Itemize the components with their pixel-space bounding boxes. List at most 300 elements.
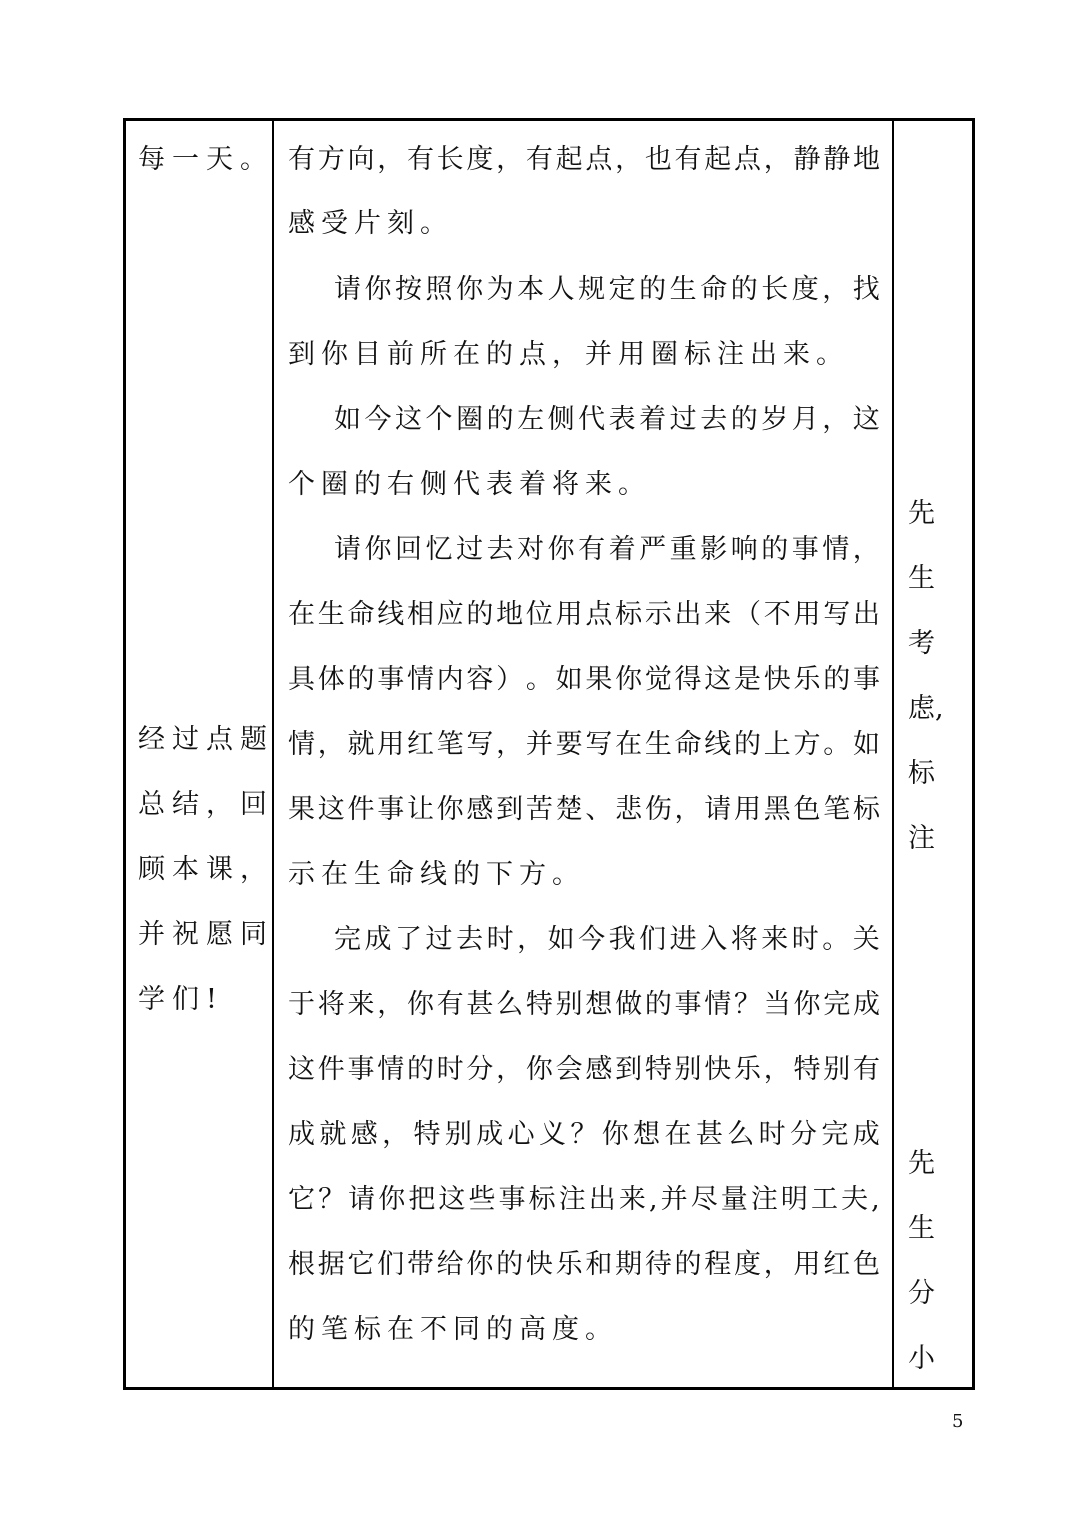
- text-glyph: 事: [377, 664, 405, 695]
- text-glyph: 特: [413, 1119, 441, 1150]
- text-glyph: 伤: [644, 794, 672, 825]
- text-glyph: 在: [288, 599, 315, 630]
- text-glyph: 照: [425, 274, 453, 305]
- page-number: 5: [952, 1411, 964, 1432]
- text-glyph: 和: [585, 1249, 613, 1280]
- text-glyph: 去: [456, 924, 484, 955]
- text-glyph: 做: [615, 989, 643, 1020]
- text-glyph: 今: [364, 404, 392, 435]
- text-glyph: ？: [570, 1119, 598, 1150]
- text-glyph: 悲: [615, 794, 643, 825]
- text-glyph: 心: [507, 1119, 535, 1150]
- text-glyph: 程: [704, 1249, 732, 1280]
- text-glyph: 人: [547, 274, 575, 305]
- text-glyph: 点: [734, 144, 762, 175]
- text-glyph: 这: [395, 404, 423, 435]
- text-glyph: 在: [615, 729, 643, 760]
- text-glyph: ，: [317, 729, 345, 760]
- content-line: [288, 145, 880, 175]
- text-glyph: 成: [476, 1119, 504, 1150]
- text-glyph: 请: [334, 274, 361, 305]
- content-line: 感受片刻。: [288, 208, 453, 239]
- text-glyph: 生: [644, 729, 672, 760]
- text-glyph: 事: [852, 664, 880, 695]
- text-glyph: ，: [496, 1054, 524, 1085]
- teacher-notes-column: [126, 121, 274, 1387]
- text-glyph: 你: [406, 989, 434, 1020]
- summary-line-5: 学们!: [138, 984, 224, 1015]
- text-glyph: 个: [425, 404, 453, 435]
- text-glyph: 相: [406, 599, 434, 630]
- text-glyph: 的: [406, 1054, 434, 1085]
- text-glyph: 事: [347, 1054, 375, 1085]
- text-glyph: 过: [456, 534, 484, 565]
- text-glyph: 。: [823, 729, 851, 760]
- text-glyph: 乐: [793, 664, 821, 695]
- text-glyph: 如: [555, 664, 583, 695]
- summary-line-1: 经过点题: [138, 724, 274, 755]
- text-glyph: 如: [334, 404, 361, 435]
- text-glyph: 的: [823, 664, 851, 695]
- text-glyph: 到: [496, 794, 524, 825]
- student-activity-column: [894, 121, 972, 1387]
- text-glyph: 用: [555, 599, 583, 630]
- text-glyph: 红: [406, 729, 434, 760]
- content-line: 到你目前所在的点，并用圈标注出来。: [288, 339, 849, 370]
- text-glyph: 度: [466, 144, 494, 175]
- text-glyph: 别: [674, 1054, 702, 1085]
- text-glyph: 特: [644, 1054, 672, 1085]
- text-glyph: 时: [486, 924, 514, 955]
- text-glyph: 果: [585, 664, 613, 695]
- text-glyph: 关: [852, 924, 880, 955]
- text-glyph: 件: [347, 794, 375, 825]
- text-glyph: 找: [852, 274, 880, 305]
- text-glyph: ，: [377, 144, 405, 175]
- text-glyph: 时: [758, 1119, 786, 1150]
- text-glyph: 回: [395, 534, 423, 565]
- text-glyph: ，: [496, 729, 524, 760]
- text-glyph: 么: [727, 1119, 755, 1150]
- text-glyph: 规: [578, 274, 606, 305]
- text-glyph: ）: [496, 664, 524, 695]
- text-glyph: 表: [608, 404, 636, 435]
- text-glyph: 有: [578, 534, 606, 565]
- text-glyph: 会: [555, 1054, 583, 1085]
- text-glyph: ，: [763, 1249, 791, 1280]
- text-glyph: 将: [730, 924, 758, 955]
- text-glyph: ，: [674, 794, 702, 825]
- text-glyph: 命: [347, 599, 375, 630]
- text-glyph: 当: [763, 989, 791, 1020]
- text-glyph: 方: [793, 729, 821, 760]
- left-top-text: 每一天。: [138, 144, 274, 175]
- text-glyph: 们: [377, 1249, 405, 1280]
- text-glyph: 方: [317, 144, 345, 175]
- text-glyph: 的: [761, 534, 789, 565]
- text-glyph: 给: [436, 1249, 464, 1280]
- text-glyph: 笔: [436, 729, 464, 760]
- text-glyph: 件: [317, 1054, 345, 1085]
- text-glyph: 用: [377, 729, 405, 760]
- text-glyph: 些: [468, 1184, 496, 1215]
- text-glyph: 别: [444, 1119, 472, 1150]
- text-glyph: 着: [608, 534, 636, 565]
- text-glyph: 请: [704, 794, 732, 825]
- text-glyph: 向: [347, 144, 375, 175]
- text-glyph: 的: [639, 274, 667, 305]
- text-glyph: 事: [674, 989, 702, 1020]
- text-glyph: 本: [517, 274, 545, 305]
- text-glyph: 分: [790, 1119, 817, 1150]
- text-glyph: 就: [319, 1119, 347, 1150]
- text-glyph: 来: [618, 1184, 646, 1215]
- text-glyph: 于: [288, 989, 315, 1020]
- text-glyph: 地: [496, 599, 524, 630]
- text-glyph: 着: [639, 404, 667, 435]
- content-line: [288, 730, 880, 760]
- text-glyph: 把: [408, 1184, 436, 1215]
- text-glyph: 容: [466, 664, 494, 695]
- text-glyph: 用: [734, 794, 762, 825]
- lesson-plan-table: [123, 118, 975, 1390]
- text-glyph: 有: [525, 144, 553, 175]
- text-glyph: 生: [317, 599, 345, 630]
- content-line: [288, 795, 880, 825]
- text-glyph: 情: [406, 664, 434, 695]
- text-glyph: 静: [793, 144, 821, 175]
- text-glyph: 尽: [690, 1184, 718, 1215]
- text-glyph: 快: [704, 1054, 732, 1085]
- text-glyph: ，: [382, 1119, 410, 1150]
- content-line: [288, 1250, 880, 1280]
- text-glyph: 标: [528, 1184, 556, 1215]
- content-line: [288, 1185, 880, 1215]
- text-glyph: 严: [639, 534, 667, 565]
- text-glyph: 是: [734, 664, 762, 695]
- text-glyph: 成: [288, 1119, 315, 1150]
- text-glyph: 圈: [456, 404, 484, 435]
- text-glyph: 点: [585, 599, 613, 630]
- content-line: [334, 925, 880, 955]
- text-glyph: 点: [585, 144, 613, 175]
- text-glyph: 、: [585, 794, 613, 825]
- text-glyph: 们: [639, 924, 667, 955]
- text-glyph: 带: [406, 1249, 434, 1280]
- text-glyph: 出: [674, 599, 702, 630]
- text-glyph: ，: [763, 144, 791, 175]
- text-glyph: ,: [648, 1184, 658, 1215]
- text-glyph: 你: [525, 1054, 553, 1085]
- text-glyph: 月: [791, 404, 819, 435]
- text-glyph: 你: [378, 1184, 406, 1215]
- text-glyph: 度: [791, 274, 819, 305]
- text-glyph: 特: [793, 1054, 821, 1085]
- content-line: 的笔标在不同的高度。: [288, 1314, 618, 1345]
- vertical-char: 虑,: [908, 693, 944, 724]
- text-glyph: 的: [730, 274, 758, 305]
- content-line: [334, 275, 880, 305]
- content-line: 个圈的右侧代表着将来。: [288, 469, 651, 500]
- text-glyph: 的: [734, 729, 762, 760]
- text-glyph: ？: [734, 989, 762, 1020]
- text-glyph: 地: [852, 144, 880, 175]
- text-glyph: 左: [517, 404, 545, 435]
- text-glyph: 的: [730, 404, 758, 435]
- text-glyph: 快: [763, 664, 791, 695]
- text-glyph: 忆: [425, 534, 453, 565]
- text-glyph: 事: [498, 1184, 526, 1215]
- text-glyph: 情: [288, 729, 315, 760]
- text-glyph: 感: [466, 794, 494, 825]
- text-glyph: 今: [578, 924, 606, 955]
- text-glyph: 据: [317, 1249, 345, 1280]
- text-glyph: 响: [730, 534, 758, 565]
- text-glyph: 你: [601, 1119, 629, 1150]
- text-glyph: 感: [350, 1119, 378, 1150]
- text-glyph: 如: [547, 924, 575, 955]
- text-glyph: ，: [517, 924, 545, 955]
- content-line: [288, 990, 880, 1020]
- text-glyph: 情: [822, 534, 850, 565]
- text-glyph: 待: [644, 1249, 672, 1280]
- text-glyph: 写: [823, 599, 851, 630]
- text-glyph: 特: [525, 989, 553, 1020]
- text-glyph: 。: [822, 924, 850, 955]
- text-glyph: 乐: [734, 1054, 762, 1085]
- text-glyph: 生: [669, 274, 697, 305]
- text-glyph: 甚: [466, 989, 494, 1020]
- text-glyph: 过: [425, 924, 453, 955]
- text-glyph: 来: [704, 599, 732, 630]
- text-glyph: 红: [823, 1249, 851, 1280]
- text-glyph: 时: [436, 1054, 464, 1085]
- text-glyph: ，: [615, 144, 643, 175]
- text-glyph: 静: [823, 144, 851, 175]
- text-glyph: 这: [288, 1054, 315, 1085]
- text-glyph: 别: [555, 989, 583, 1020]
- text-glyph: 来: [347, 989, 375, 1020]
- vertical-char: 注: [908, 823, 935, 854]
- text-glyph: 注: [558, 1184, 586, 1215]
- text-glyph: 对: [517, 534, 545, 565]
- text-glyph: 完: [334, 924, 361, 955]
- text-glyph: 时: [791, 924, 819, 955]
- text-glyph: 明: [780, 1184, 808, 1215]
- text-glyph: 感: [585, 1054, 613, 1085]
- text-glyph: 写: [585, 729, 613, 760]
- text-glyph: 有: [436, 989, 464, 1020]
- text-glyph: 期: [615, 1249, 643, 1280]
- text-glyph: 。: [525, 664, 553, 695]
- text-glyph: 么: [496, 989, 524, 1020]
- text-glyph: 情: [377, 1054, 405, 1085]
- text-glyph: 就: [347, 729, 375, 760]
- vertical-char: 先: [908, 1148, 935, 1179]
- text-glyph: 得: [674, 664, 702, 695]
- text-glyph: 出: [852, 599, 880, 630]
- text-glyph: 为: [486, 274, 514, 305]
- content-line: [288, 600, 880, 630]
- text-glyph: ，: [496, 144, 524, 175]
- text-glyph: ，: [822, 274, 850, 305]
- text-glyph: 你: [364, 534, 392, 565]
- content-line: [288, 665, 880, 695]
- text-glyph: 你: [547, 534, 575, 565]
- text-glyph: 来: [761, 924, 789, 955]
- text-glyph: 根: [288, 1249, 315, 1280]
- text-glyph: 注: [750, 1184, 778, 1215]
- text-glyph: 代: [578, 404, 606, 435]
- text-glyph: 有: [406, 144, 434, 175]
- text-glyph: 你: [436, 794, 464, 825]
- text-glyph: 线: [377, 599, 405, 630]
- text-glyph: 分: [466, 1054, 494, 1085]
- text-glyph: 楚: [555, 794, 583, 825]
- text-glyph: 标: [615, 599, 643, 630]
- text-glyph: 事: [791, 534, 819, 565]
- text-glyph: 它: [288, 1184, 315, 1215]
- text-glyph: 写: [466, 729, 494, 760]
- text-glyph: 去: [700, 404, 728, 435]
- summary-line-4: 并祝愿同: [138, 919, 274, 950]
- text-glyph: 标: [852, 794, 880, 825]
- vertical-char: 小: [908, 1343, 935, 1374]
- text-glyph: 请: [348, 1184, 376, 1215]
- text-glyph: 示: [644, 599, 672, 630]
- text-glyph: 这: [704, 664, 732, 695]
- text-glyph: 它: [347, 1249, 375, 1280]
- text-glyph: 夫: [841, 1184, 869, 1215]
- text-glyph: 别: [823, 1054, 851, 1085]
- text-glyph: 有: [852, 1054, 880, 1085]
- content-line: [334, 535, 880, 565]
- text-glyph: 定: [608, 274, 636, 305]
- text-glyph: 起: [555, 144, 583, 175]
- text-glyph: 黑: [763, 794, 791, 825]
- text-glyph: 去: [486, 534, 514, 565]
- text-glyph: 义: [539, 1119, 566, 1150]
- text-glyph: 量: [720, 1184, 748, 1215]
- text-glyph: 工: [811, 1184, 838, 1215]
- text-glyph: 岁: [761, 404, 789, 435]
- text-glyph: 让: [406, 794, 434, 825]
- text-glyph: 完: [823, 989, 851, 1020]
- text-glyph: 有: [288, 144, 315, 175]
- text-glyph: 起: [704, 144, 732, 175]
- text-glyph: 在: [664, 1119, 692, 1150]
- text-glyph: 内: [436, 664, 464, 695]
- text-glyph: 你: [364, 274, 392, 305]
- text-glyph: 快: [525, 1249, 553, 1280]
- text-glyph: 出: [588, 1184, 616, 1215]
- text-glyph: 这: [852, 404, 880, 435]
- text-glyph: 度: [734, 1249, 762, 1280]
- text-glyph: 过: [669, 404, 697, 435]
- text-glyph: 按: [395, 274, 423, 305]
- activity-content-column: [274, 121, 894, 1387]
- text-glyph: 用: [793, 599, 821, 630]
- text-glyph: 笔: [823, 794, 851, 825]
- text-glyph: 完: [821, 1119, 849, 1150]
- text-glyph: 你: [456, 274, 484, 305]
- text-glyph: 成: [364, 924, 392, 955]
- text-glyph: 并: [525, 729, 553, 760]
- summary-line-2: 总结，回: [138, 789, 274, 820]
- text-glyph: 应: [436, 599, 464, 630]
- text-glyph: 想: [585, 989, 613, 1020]
- text-glyph: 成: [852, 1119, 880, 1150]
- vertical-char: 生: [908, 563, 935, 594]
- text-glyph: 侧: [547, 404, 575, 435]
- vertical-char: 标: [908, 758, 935, 789]
- text-glyph: 这: [317, 794, 345, 825]
- content-line: [288, 1055, 880, 1085]
- text-glyph: 你: [793, 989, 821, 1020]
- text-glyph: 乐: [555, 1249, 583, 1280]
- text-glyph: 的: [486, 404, 514, 435]
- text-glyph: 的: [644, 989, 672, 1020]
- text-glyph: 请: [334, 534, 361, 565]
- text-glyph: 上: [763, 729, 791, 760]
- text-glyph: 有: [674, 144, 702, 175]
- vertical-char: 生: [908, 1213, 935, 1244]
- text-glyph: 你: [466, 1249, 494, 1280]
- text-glyph: 命: [700, 274, 728, 305]
- text-glyph: 觉: [644, 664, 672, 695]
- text-glyph: 位: [525, 599, 553, 630]
- text-glyph: 用: [793, 1249, 821, 1280]
- content-line: [334, 405, 880, 435]
- text-glyph: 到: [615, 1054, 643, 1085]
- summary-line-3: 顾本课，: [138, 854, 274, 885]
- text-glyph: 情: [704, 989, 732, 1020]
- text-glyph: ，: [377, 989, 405, 1020]
- text-glyph: 并: [660, 1184, 688, 1215]
- text-glyph: 想: [633, 1119, 661, 1150]
- vertical-char: 考: [908, 628, 935, 659]
- text-glyph: ，: [852, 534, 880, 565]
- text-glyph: 你: [615, 664, 643, 695]
- text-glyph: 将: [317, 989, 345, 1020]
- text-glyph: 入: [700, 924, 728, 955]
- text-glyph: 了: [395, 924, 423, 955]
- text-glyph: 如: [852, 729, 880, 760]
- vertical-char: 先: [908, 498, 935, 529]
- text-glyph: 我: [608, 924, 636, 955]
- text-glyph: 重: [669, 534, 697, 565]
- text-glyph: 的: [466, 599, 494, 630]
- text-glyph: （: [734, 599, 762, 630]
- text-glyph: ，: [822, 404, 850, 435]
- text-glyph: 具: [288, 664, 315, 695]
- text-glyph: ？: [318, 1184, 346, 1215]
- content-line: [288, 1120, 880, 1150]
- text-glyph: 长: [761, 274, 789, 305]
- text-glyph: 成: [852, 989, 880, 1020]
- text-glyph: 体: [317, 664, 345, 695]
- text-glyph: 果: [288, 794, 315, 825]
- content-line: 示在生命线的下方。: [288, 859, 585, 890]
- text-glyph: 甚: [695, 1119, 723, 1150]
- text-glyph: 事: [377, 794, 405, 825]
- text-glyph: 这: [438, 1184, 466, 1215]
- text-glyph: 的: [674, 1249, 702, 1280]
- text-glyph: 苦: [525, 794, 553, 825]
- text-glyph: 也: [644, 144, 672, 175]
- text-glyph: 线: [704, 729, 732, 760]
- text-glyph: 不: [763, 599, 791, 630]
